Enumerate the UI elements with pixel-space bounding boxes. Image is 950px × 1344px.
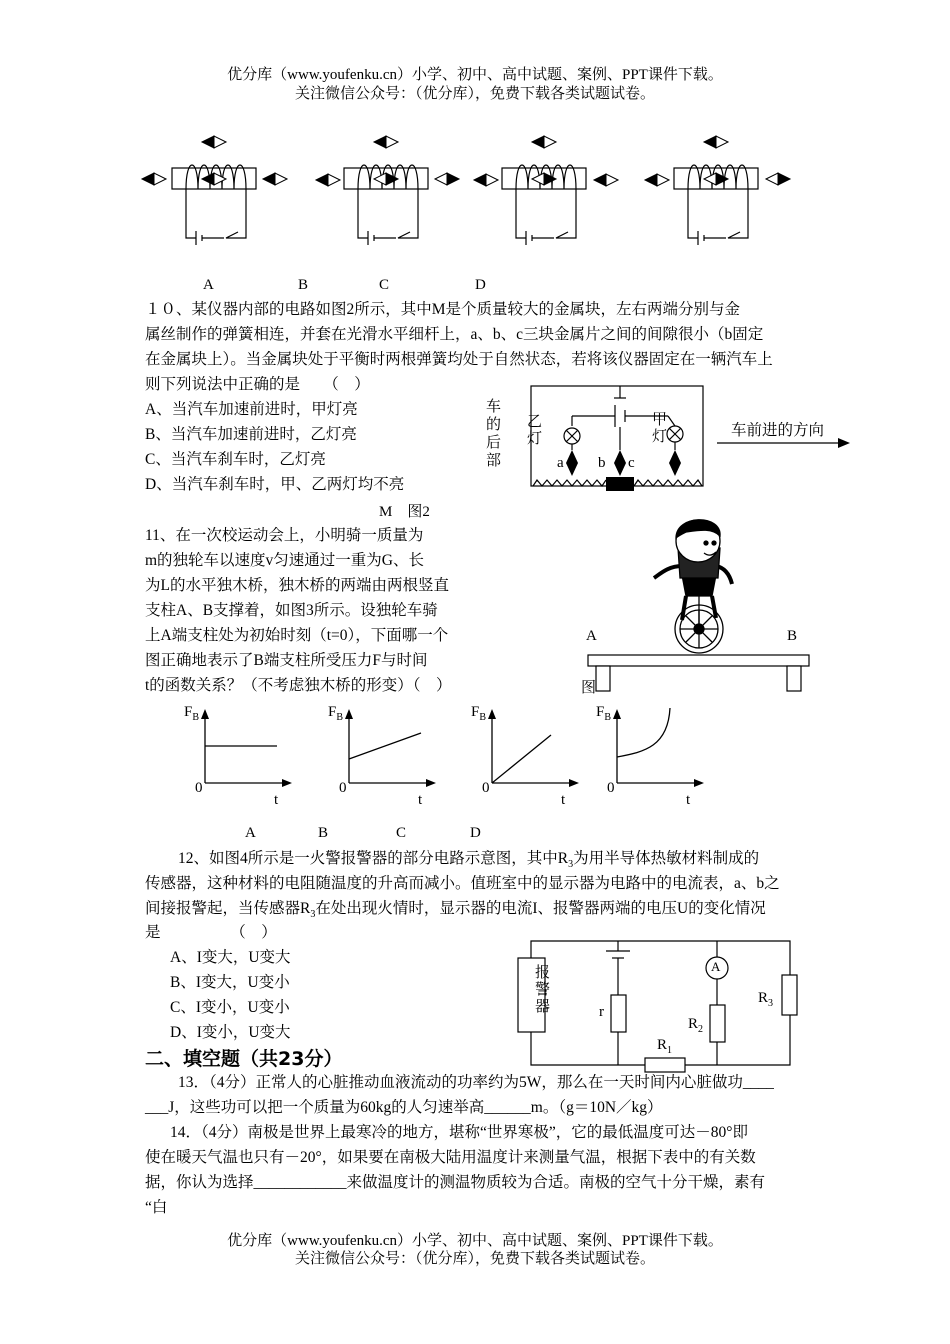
q10-option-d: D、当汽车刹车时，甲、乙两灯均不亮 <box>145 476 405 493</box>
q10-option-b: B、当汽车加速前进时，乙灯亮 <box>145 426 357 443</box>
q11-option-d: D <box>470 825 481 841</box>
q12-r1-label: $R_1$ <box>657 1037 673 1056</box>
q10-figure-caption: M 图2 <box>379 504 430 520</box>
q14-line-4: “白 <box>145 1199 168 1216</box>
q11-line-7: t的函数关系？（不考虑独木桥的形变）（ ） <box>145 677 452 694</box>
graph-a-xlabel: t <box>274 792 279 808</box>
graph-a-origin: 0 <box>195 780 203 796</box>
graph-c-origin: 0 <box>482 780 490 796</box>
q11-figure-label: 图 <box>581 680 597 696</box>
q10-rear-label: 车 的 后 部 <box>486 399 502 469</box>
footer-line-1: 优分库（www.youfenku.cn）小学、初中、高中试题、案例、PPT课件下载。 <box>227 1233 723 1249</box>
q9-option-d: D <box>475 277 486 293</box>
graph-d-ylabel: $F_B$ <box>596 704 612 723</box>
graph-d-origin: 0 <box>607 780 615 796</box>
q12-line-3: 间接报警起，当传感器$R_3$在处出现火情时，显示器的电流I、报警器两端的电压U的变化情况 <box>145 900 766 921</box>
q13-blank-1[interactable]: ____ <box>742 1074 774 1091</box>
section-2-title: 二、填空题（共23分） <box>145 1048 343 1070</box>
q13-line-1: 13．（4分）正常人的心脏推动血液流动的功率约为5W，那么在一天时间内心脏做功____ <box>178 1074 774 1091</box>
q9-option-b: B <box>298 277 309 293</box>
q12-r2-label: $R_2$ <box>688 1016 704 1035</box>
q11-option-c: C <box>396 825 407 841</box>
q11-line-3: 为L的水平独木桥，独木桥的两端由两根竖直 <box>145 577 449 594</box>
q11-line-1: 11、在一次校运动会上，小明骑一质量为 <box>145 527 424 544</box>
q13-line-2: ___J，这些功可以把一个质量为60kg的人匀速举高______m。（g＝10N／kg） <box>145 1099 663 1116</box>
graph-b-origin: 0 <box>339 780 347 796</box>
q11-line-6: 图正确地表示了B端支柱所受压力F与时间 <box>145 652 428 669</box>
q11-option-a: A <box>245 825 256 841</box>
footer-line-2: 关注微信公众号：（优分库），免费下载各类试题试卷。 <box>294 1251 655 1267</box>
q12-line-1: 12、如图4所示是一火警报警器的部分电路示意图，其中$R_3$为用半导体热敏材料制成的 <box>178 850 760 871</box>
q11-label-A: A <box>586 628 597 644</box>
header-line-2: 关注微信公众号：（优分库），免费下载各类试题试卷。 <box>294 86 655 102</box>
graph-b-ylabel: $F_B$ <box>328 704 344 723</box>
q14-line-1: 14．（4分）南极是世界上最寒冷的地方，堪称“世界寒极”，它的最低温度可达－80°即 <box>170 1124 748 1141</box>
q10-label-b: b <box>598 455 606 471</box>
q9-option-a: A <box>203 277 214 293</box>
q11-label-B: B <box>787 628 798 644</box>
q12-r-label: r <box>599 1004 604 1020</box>
q10-line-1: １０、某仪器内部的电路如图2所示，其中M是个质量较大的金属块，左右两端分别与金 <box>145 301 741 318</box>
q11-line-4: 支柱A、B支撑着，如图3所示。设独轮车骑 <box>145 602 438 619</box>
q12-alarm-label: 报 警 器 <box>535 965 551 1015</box>
q12-option-c: C、I变小，U变小 <box>170 999 290 1016</box>
q10-direction-label: 车前进的方向 <box>731 422 825 439</box>
q12-line-2: 传感器，这种材料的电阻随温度的升高而减小。值班室中的显示器为电路中的电流表，a、b之 <box>145 875 780 892</box>
q12-option-d: D、I变小，U变大 <box>170 1024 291 1041</box>
q14-line-2: 使在暖天气温也只有－20°，如果要在南极大陆用温度计来测量气温，根据下表中的有关数 <box>145 1149 756 1166</box>
q12-option-a: A、I变大，U变大 <box>170 949 291 966</box>
q11-option-b: B <box>318 825 329 841</box>
q13-blank-2[interactable]: ______ <box>484 1099 531 1116</box>
q14-line-3: 据，你认为选择____________来做温度计的测温物质较为合适。南极的空气十分干燥，素有 <box>145 1174 766 1191</box>
q9-option-c: C <box>379 277 390 293</box>
graph-c-xlabel: t <box>561 792 566 808</box>
q10-lamp-jia-label: 甲 灯 <box>652 412 668 445</box>
q10-label-a: a <box>557 455 564 471</box>
q10-label-c: c <box>628 455 635 471</box>
q10-line-3: 在金属块上）。当金属块处于平衡时两根弹簧均处于自然状态，若将该仪器固定在一辆汽车上 <box>145 351 773 368</box>
q12-line-4: 是 （ ） <box>145 924 277 941</box>
q12-ammeter-label: A <box>711 959 721 974</box>
graph-c-ylabel: $F_B$ <box>471 704 487 723</box>
q14-blank[interactable]: ____________ <box>253 1174 347 1191</box>
q10-option-c: C、当汽车刹车时，乙灯亮 <box>145 451 326 468</box>
graph-d-xlabel: t <box>686 792 691 808</box>
graph-a-ylabel: $F_B$ <box>184 704 200 723</box>
q12-option-b: B、I变大，U变小 <box>170 974 290 991</box>
q10-lamp-yi-label: 乙 灯 <box>527 414 543 447</box>
graph-b-xlabel: t <box>418 792 423 808</box>
q11-line-2: m的独轮车以速度v匀速通过一重为G、长 <box>145 552 425 569</box>
header-line-1: 优分库（www.youfenku.cn）小学、初中、高中试题、案例、PPT课件下载。 <box>227 67 723 83</box>
q10-option-a: A、当汽车加速前进时，甲灯亮 <box>145 401 358 418</box>
q13-blank-1-cont[interactable]: ___ <box>145 1099 169 1116</box>
q10-line-2: 属丝制作的弹簧相连，并套在光滑水平细杆上，a、b、c三块金属片之间的间隙很小（b固定 <box>145 326 764 343</box>
q11-line-5: 上A端支柱处为初始时刻（t=0），下面哪一个 <box>145 627 449 644</box>
q12-r3-label: $R_3$ <box>758 990 774 1009</box>
q10-line-4: 则下列说法中正确的是 （ ） <box>145 376 370 393</box>
